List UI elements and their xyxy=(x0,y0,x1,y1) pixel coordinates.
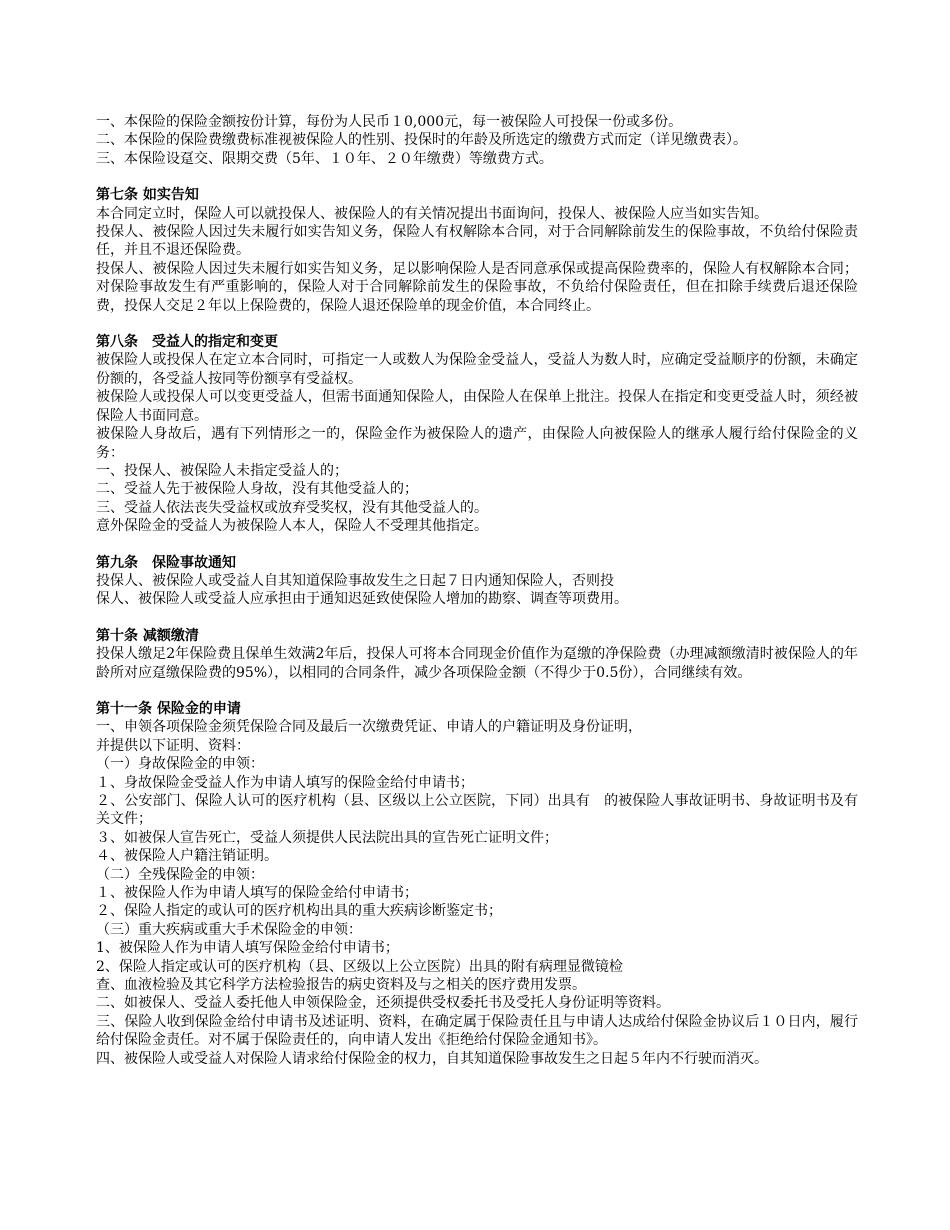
document-page xyxy=(96,113,858,1068)
article-7-para-2: 投保人、被保险人因过失未履行如实告知义务，保险人有权解除本合同，对于合同解除前发生的保险事故，不负给付保险责任，并且不退还保险费。 xyxy=(96,224,858,259)
article-8-para-2: 被保险人或投保人可以变更受益人，但需书面通知保险人，由保险人在保单上批注。投保人在指定和变更受益人时，须经被保险人书面同意。 xyxy=(96,389,858,424)
article-11-item-1: 一、申领各项保险金须凭保险合同及最后一次缴费凭证、申请人的户籍证明及身份证明， xyxy=(96,719,642,736)
article-7-section xyxy=(96,186,858,315)
article-11-item-8: （二）全残保险金的申领： xyxy=(96,866,264,883)
article-8-para-1: 被保险人或投保人在定立本合同时，可指定一人或数人为保险金受益人，受益人为数人时，应确定受益顺序的份额，未确定份额的，各受益人按同等份额享有受益权。 xyxy=(96,352,858,387)
article-11-item-5: ２、公安部门、保险人认可的医疗机构（县、区级以上公立医院，下同）出具有 的被保险人事故证明书、身故证明书及有关文件； xyxy=(96,793,858,828)
spacer xyxy=(96,609,858,627)
article-11-item-15: 二、如被保人、受益人委托他人申领保险金，还须提供受权委托书及受托人身份证明等资料。 xyxy=(96,995,670,1012)
article-8-para-3: 被保险人身故后，遇有下列情形之一的，保险金作为被保险人的遗产，由保险人向被保险人的继承人履行给付保险金的义务： xyxy=(96,426,858,461)
spacer xyxy=(96,682,858,700)
article-11-item-14: 查、血液检验及其它科学方法检验报告的病史资料及与之相关的医疗费用发票。 xyxy=(96,977,586,994)
intro-line-1: 一、本保险的保险金额按份计算，每份为人民币１0,000元，每一被保险人可投保一份或多份。 xyxy=(96,114,683,130)
article-11-item-13: 2、保险人指定或认可的医疗机构（县、区级以上公立医院）出具的附有病理显微镜检 xyxy=(96,958,623,975)
article-9-heading: 第九条 保险事故通知 xyxy=(96,554,236,571)
article-11-section xyxy=(96,700,858,1068)
article-9-line-2: 保人、被保险人或受益人应承担由于通知迟延致使保险人增加的勘察、调查等项费用。 xyxy=(96,591,628,608)
article-8-line-2: 二、受益人先于被保险人身故，没有其他受益人的； xyxy=(96,481,418,498)
article-9-section xyxy=(96,554,858,609)
article-8-section xyxy=(96,333,858,535)
article-10-section xyxy=(96,627,858,682)
intro-line-2: 二、本保险的保险费缴费标准视被保险人的性别、投保时的年龄及所选定的缴费方式而定（详见缴费表）。 xyxy=(96,132,747,149)
article-11-item-16: 三、保险人收到保险金给付申请书及述证明、资料，在确定属于保险责任且与申请人达成给付保险金协议后１０日内，履行给付保险金责任。对不属于保险责任的，向申请人发出《拒绝给付保险金通知书》。 xyxy=(96,1013,858,1049)
article-11-item-17: 四、被保险人或受益人对保险人请求给付保险金的权力，自其知道保险事故发生之日起５年内不行驶而消灭。 xyxy=(96,1050,768,1067)
article-11-item-4: １、身故保险金受益人作为申请人填写的保险金给付申请书； xyxy=(96,774,474,791)
article-11-item-3: （一）身故保险金的申领： xyxy=(96,756,264,773)
article-7-para-1: 本合同定立时，保险人可以就投保人、被保险人的有关情况提出书面询问，投保人、被保险人应当如实告知。 xyxy=(96,205,768,222)
article-11-item-10: ２、保险人指定的或认可的医疗机构出具的重大疾病诊断鉴定书； xyxy=(96,903,502,920)
article-11-item-7: ４、被保险人户籍注销证明。 xyxy=(96,848,278,865)
intro-section xyxy=(96,113,858,168)
article-9-line-1: 投保人、被保险人或受益人自其知道保险事故发生之日起７日内通知保险人，否则投 xyxy=(96,572,614,589)
spacer xyxy=(96,168,858,186)
article-8-line-4: 意外保险金的受益人为被保险人本人，保险人不受理其他指定。 xyxy=(96,518,488,535)
article-7-heading: 第七条 如实告知 xyxy=(96,187,199,204)
article-11-item-2: 并提供以下证明、资料： xyxy=(96,737,250,754)
article-11-heading: 第十一条 保险金的申请 xyxy=(96,700,241,717)
article-8-line-3: 三、受益人依法丧失受益权或放弃受奖权，没有其他受益人的。 xyxy=(96,499,488,516)
article-7-para-3: 投保人、被保险人因过失未履行如实告知义务，足以影响保险人是否同意承保或提高保险费率的，保险人有权解除本合同；对保险事故发生有严重影响的，保险人对于合同解除前发生的保险事故，不负给付保险责任，但在扣除手续费后退还保险费，投保人交足２年以上保险费的，保险人退还保险单的现金价值，本合同终止。 xyxy=(96,260,858,314)
article-11-item-11: （三）重大疾病或重大手术保险金的申领： xyxy=(96,921,362,938)
spacer xyxy=(96,315,858,333)
article-10-heading: 第十条 减额缴清 xyxy=(96,627,199,644)
article-11-item-9: １、被保险人作为申请人填写的保险金给付申请书； xyxy=(96,885,418,902)
spacer xyxy=(96,536,858,554)
article-11-item-6: ３、如被保人宣告死亡，受益人须提供人民法院出具的宣告死亡证明文件； xyxy=(96,829,558,846)
article-8-heading: 第八条 受益人的指定和变更 xyxy=(96,334,278,351)
article-11-item-12: 1、被保险人作为申请人填写保险金给付申请书； xyxy=(96,940,399,957)
article-8-line-1: 一、投保人、被保险人未指定受益人的； xyxy=(96,462,348,479)
article-10-para-1: 投保人缴足2年保险费且保单生效满2年后，投保人可将本合同现金价值作为趸缴的净保险费（办理减额缴清时被保险人的年龄所对应趸缴保险费的95%），以相同的合同条件，减少各项保险金额（不得少于0.5份），合同继续有效。 xyxy=(96,646,858,681)
intro-line-3: 三、本保险设趸交、限期交费（5年、１０年、２０年缴费）等缴费方式。 xyxy=(96,150,553,167)
